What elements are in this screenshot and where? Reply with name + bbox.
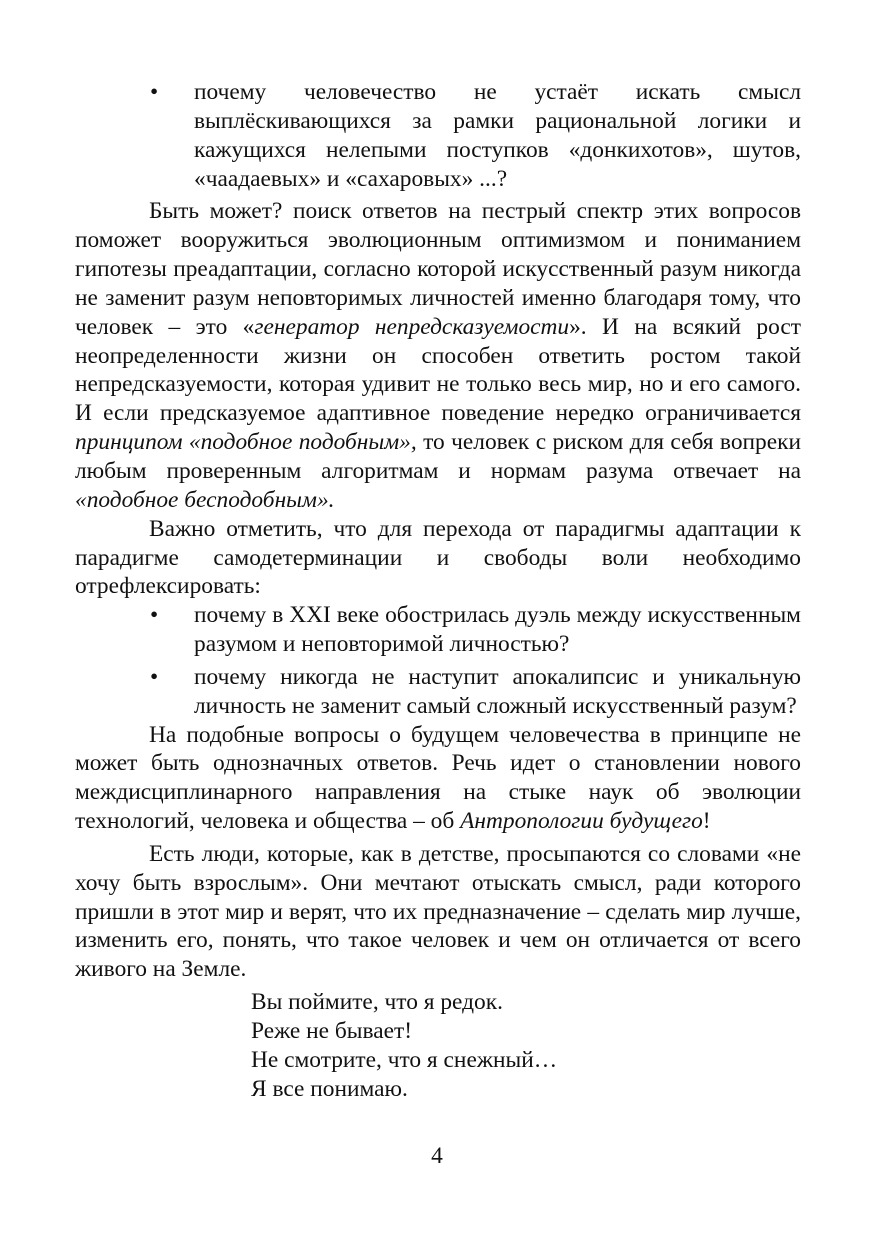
italic-phrase: принципом «подобное подобным», — [75, 429, 417, 456]
bullet-text: почему человечество не устаёт искать смысл выплёскивающихся за рамки рациональной логики и кажущихся нелепыми поступков «донкихотов», шутов, «чаадаевых» и «сахаровых» ...? — [194, 79, 801, 192]
poem-line: Я все понимаю. — [251, 1075, 408, 1102]
bullet-text: почему никогда не наступит апокалипсис и уникальную личность не заменит самый сложный искусственный разум? — [194, 663, 801, 719]
poem-line: Не смотрите, что я снежный… — [251, 1046, 558, 1073]
bullet-list-top — [75, 78, 801, 193]
paragraph-people: Есть люди, которые, как в детстве, просыпаются со словами «не хочу быть взрослым». Они мечтают отыскать смысл, ради которого пришли в этот мир и верят, что их предназначение – сделать мир лучше, изменить его, понять, что такое человек и чем он отличается от всего живого на Земле. — [75, 840, 801, 983]
paragraph-text: Быть может? поиск ответов на пестрый спектр этих вопросов поможет вооружиться эволюционным оптимизмом и пониманием гипотезы преадаптации, согласно которой искусственный разум никогда не заменит разум неповторимых личностей именно благодаря тому, что человек – это « — [75, 198, 801, 340]
bullet-icon: • — [150, 663, 159, 690]
paragraph-text: то человек с риском для себя вопреки любым проверенным алгоритмам и нормам разума отвечает на — [75, 429, 801, 484]
list-item — [75, 601, 801, 659]
italic-phrase: «подобное бесподобным». — [75, 486, 335, 513]
italic-phrase: Антропологии будущего — [460, 808, 703, 835]
list-item — [75, 78, 801, 193]
paragraph-text: ! — [702, 808, 711, 835]
page-number: 4 — [431, 1143, 443, 1169]
paragraph-text: ». И на всякий рост неопределенности жизни он способен ответить ростом такой непредсказуемости, которая удивит не только весь мир, но и его самого. И если предсказуемое адаптивное поведение нередко ограничивается — [75, 313, 802, 427]
paragraph-text: На подобные вопросы о будущем человечества в принципе не может быть однозначных ответов. Речь идет о становлении нового междисциплинарного направления на стыке наук об эволюции технологий, человека и общества – об — [75, 721, 801, 835]
paragraph-paradigm: Важно отметить, что для перехода от парадигмы адаптации к парадигме самодетерминации и свободы воли необходимо отрефлексировать: — [75, 515, 801, 600]
poem-line: Вы поймите, что я редок. — [251, 989, 503, 1016]
list-item — [75, 663, 801, 721]
bullet-icon: • — [150, 602, 159, 629]
bullet-text: почему в XXI веке обострилась дуэль между искусственным разумом и неповторимой личностью? — [194, 602, 801, 658]
italic-phrase: генератор непредсказуемости — [254, 313, 570, 340]
poem-stanza — [251, 988, 801, 1103]
paragraph-anthropology — [75, 721, 801, 836]
poem-line: Реже не бывает! — [251, 1018, 413, 1044]
page-body — [75, 78, 801, 1104]
bullet-icon: • — [150, 79, 159, 105]
paragraph-preadaptation — [75, 197, 801, 514]
bullet-list-middle — [75, 601, 801, 720]
